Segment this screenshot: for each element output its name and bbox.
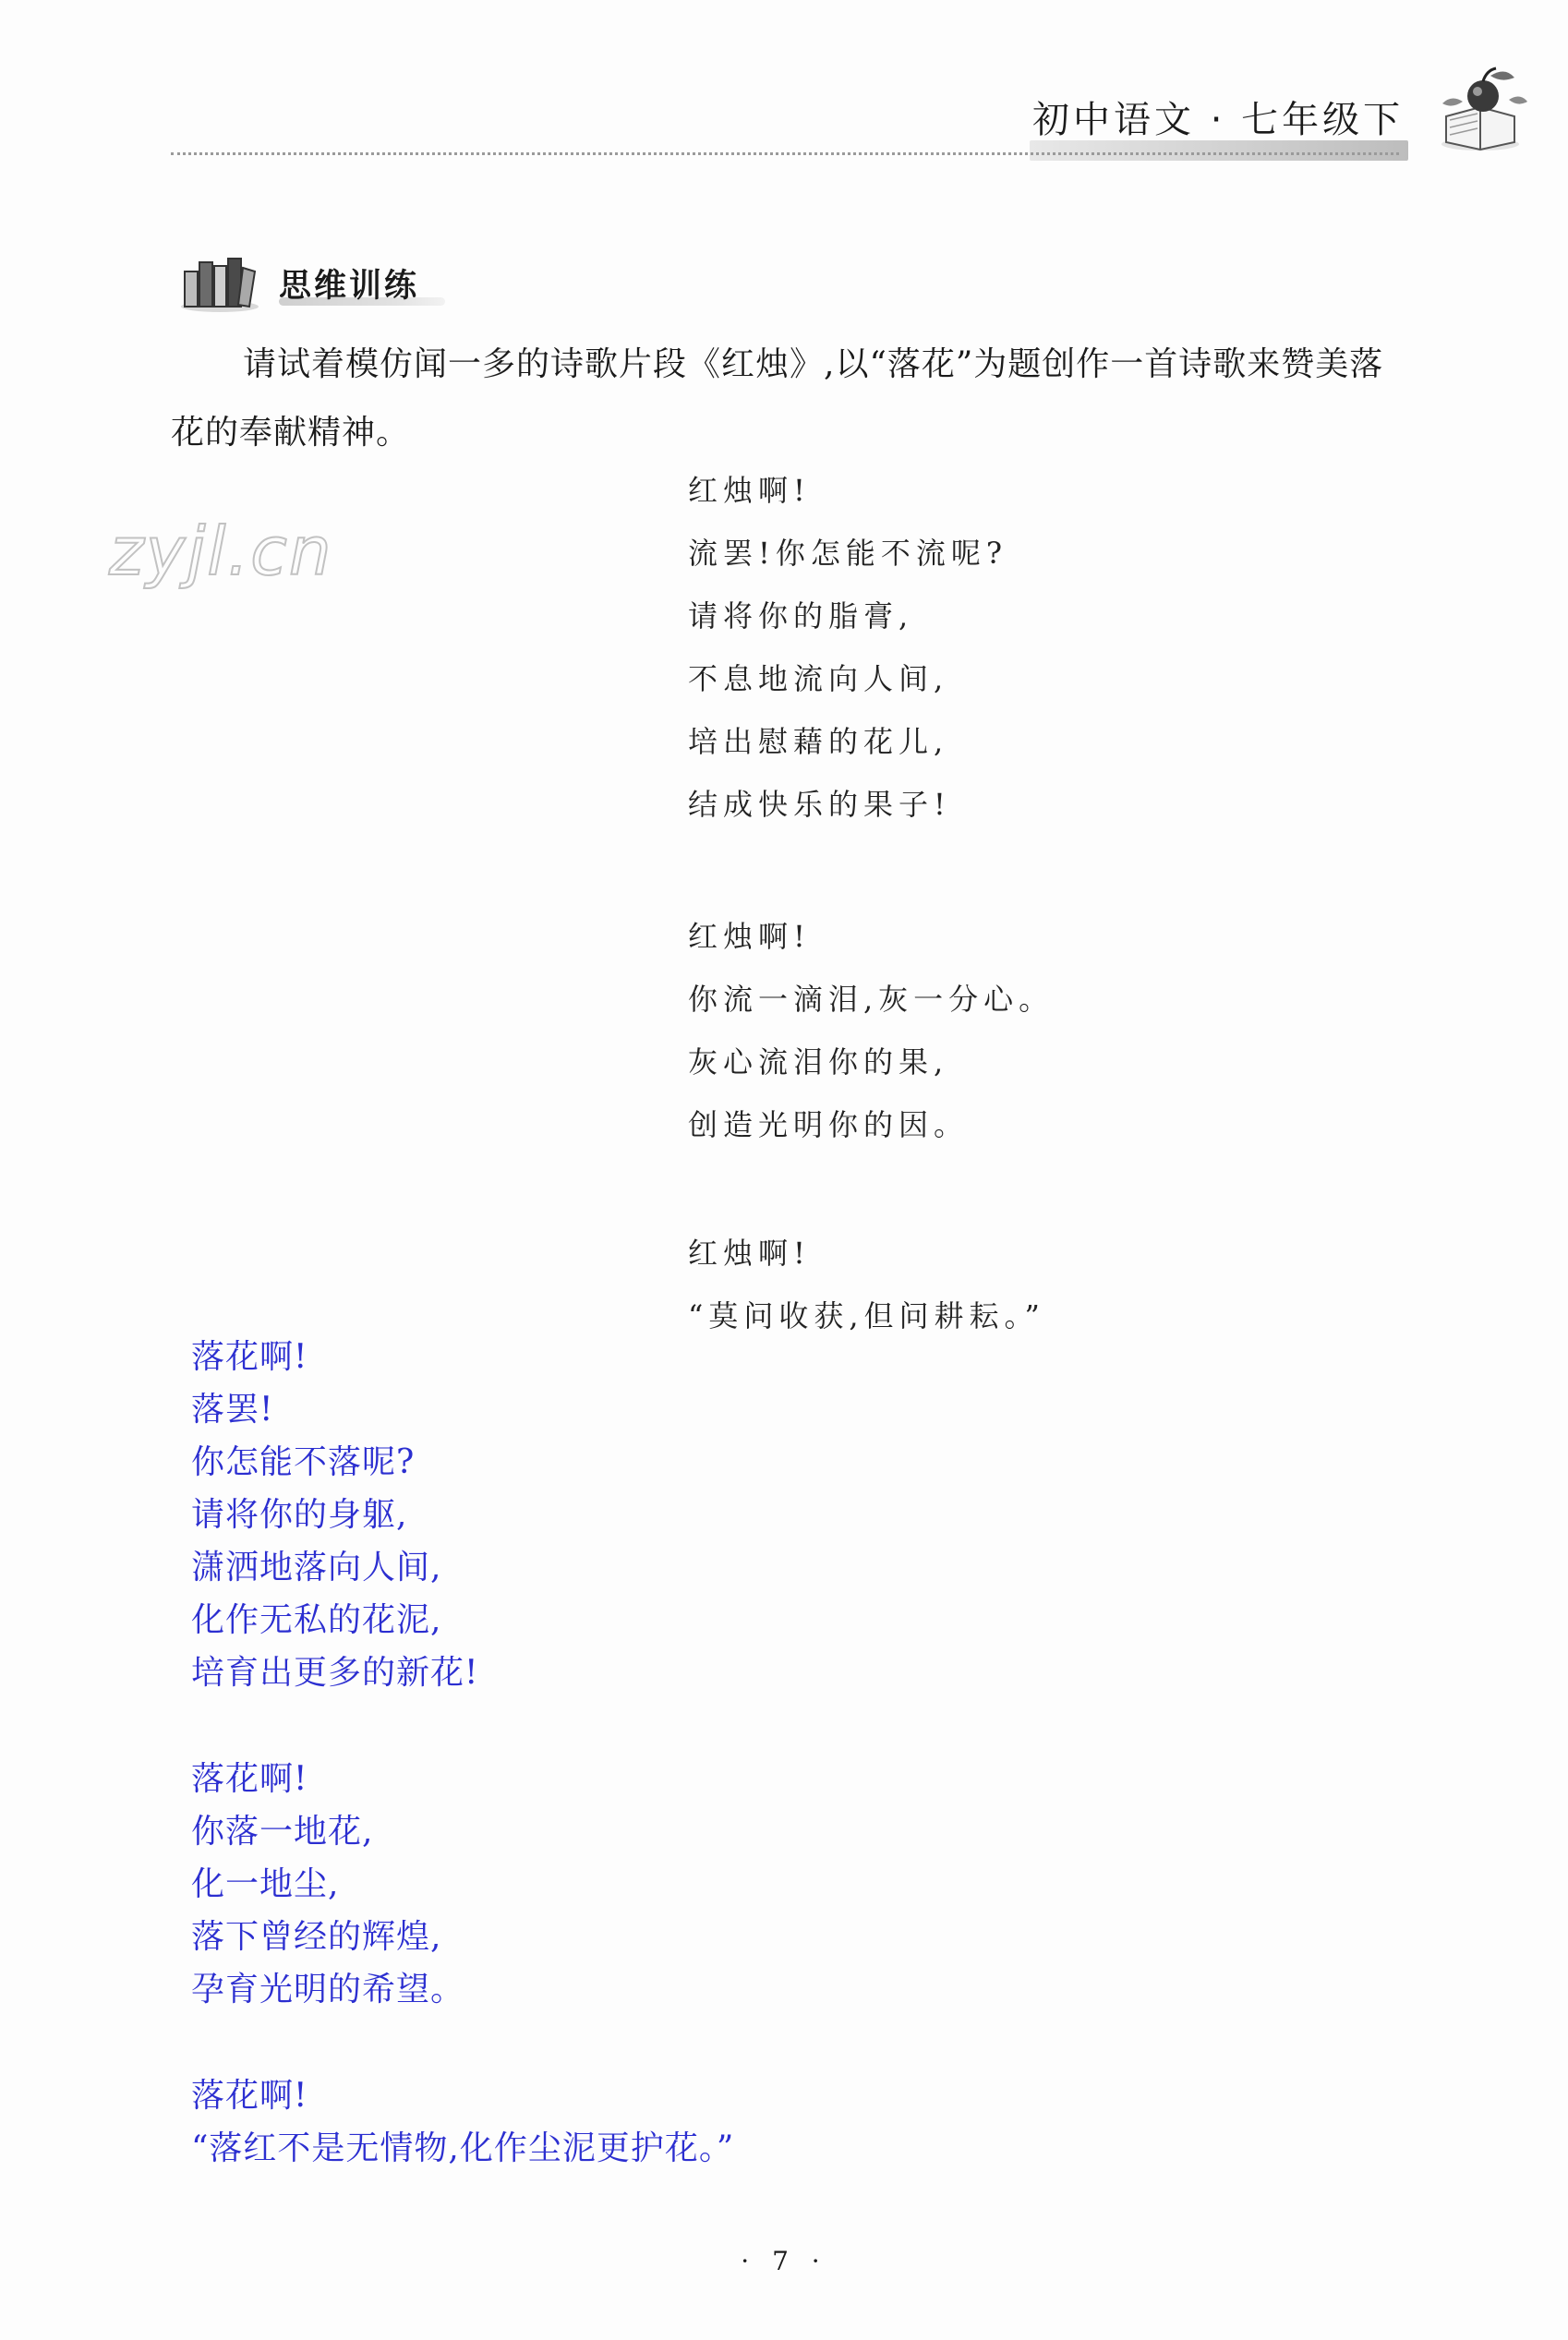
original-poem-stanza-2 [688, 905, 1054, 1156]
answer-line: 化一地尘, [191, 1865, 340, 1903]
answer-line: 落花啊! [191, 1338, 308, 1376]
answer-line: 落罢! [191, 1391, 274, 1429]
header-title: 初中语文 · 七年级下 [1032, 99, 1405, 141]
answer-poem-stanza-2 [191, 1753, 464, 2016]
poem-line: 请将你的脂膏, [688, 598, 914, 633]
header-band [1030, 140, 1408, 161]
header-rule [171, 152, 1399, 155]
answer-line: “落红不是无情物,化作尘泥更护花。” [191, 2129, 735, 2167]
poem-line: 不息地流向人间, [688, 661, 949, 696]
answer-line: 落下曾经的辉煌, [191, 1918, 442, 1956]
original-poem-stanza-3 [688, 1222, 1045, 1347]
answer-line: 请将你的身躯, [191, 1496, 408, 1534]
poem-line: 红烛啊! [688, 919, 811, 954]
answer-line: 落花啊! [191, 2077, 308, 2115]
answer-poem-stanza-3 [191, 2069, 734, 2175]
answer-line: 落花啊! [191, 1760, 308, 1798]
answer-line: 培育出更多的新花! [191, 1654, 479, 1692]
answer-line: 潇洒地落向人间, [191, 1549, 442, 1586]
original-poem-stanza-1 [688, 459, 1007, 836]
poem-line: 灰心流泪你的果, [688, 1044, 949, 1080]
poem-line: 红烛啊! [688, 473, 811, 508]
answer-poem-stanza-1 [191, 1331, 478, 1699]
poem-line: 你流一滴泪,灰一分心。 [688, 982, 1055, 1017]
watermark: zyjl.cn [109, 513, 333, 590]
section-title: 思维训练 [279, 268, 420, 305]
poem-line: 红烛啊! [688, 1236, 811, 1271]
answer-line: 孕育光明的希望。 [191, 1971, 465, 2008]
poem-line: 培出慰藉的花儿, [688, 724, 949, 759]
book-apple-logo-icon [1429, 63, 1531, 155]
page-number: · 7 · [741, 2246, 827, 2276]
answer-line: 你落一地花, [191, 1813, 374, 1851]
books-icon [175, 251, 260, 314]
poem-line: 流罢!你怎能不流呢? [688, 536, 1008, 571]
poem-line: 创造光明你的因。 [688, 1107, 970, 1142]
answer-line: 你怎能不落呢? [191, 1443, 416, 1481]
exercise-prompt: 请试着模仿闻一多的诗歌片段《红烛》,以“落花”为题创作一首诗歌来赞美落花的奉献精神。 [171, 345, 1384, 452]
poem-line: 结成快乐的果子! [688, 787, 951, 822]
poem-line: “莫问收获,但问耕耘。” [688, 1298, 1045, 1333]
answer-line: 化作无私的花泥, [191, 1601, 442, 1639]
